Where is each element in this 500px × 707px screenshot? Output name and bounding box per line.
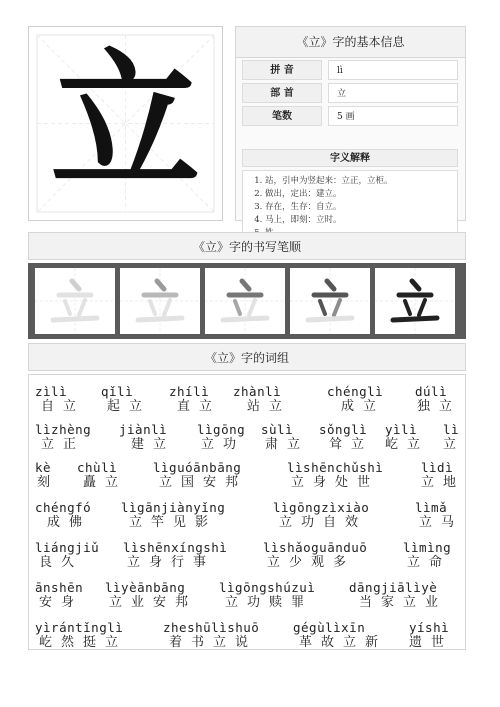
word-pinyin: lìshǎoguānduō	[263, 540, 368, 555]
word-pinyin: chùlì	[77, 460, 118, 475]
stroke-order-title: 《立》字的书写笔顺	[28, 232, 466, 260]
word-hanzi: 立身行事	[127, 555, 216, 570]
word-pinyin: lì	[443, 422, 460, 437]
stroke-step-3-drawing	[205, 268, 285, 334]
word-pinyin: sùlì	[261, 422, 294, 437]
basic-info-title: 《立》字的基本信息	[236, 27, 465, 58]
word-pinyin: lìgānjiànyǐng	[121, 500, 226, 515]
word-hanzi: 立功	[201, 437, 246, 452]
stroke-step-2-drawing	[120, 268, 200, 334]
word-hanzi: 独立	[417, 399, 462, 414]
word-pinyin: yìlì	[385, 422, 418, 437]
word-hanzi: 耸立	[329, 437, 374, 452]
radical-label: 部 首	[242, 83, 322, 103]
stroke-frame-4	[290, 268, 370, 334]
word-pinyin: zhílì	[169, 384, 210, 399]
word-pinyin: lìguóānbāng	[153, 460, 242, 475]
word-hanzi: 立竿见影	[129, 515, 218, 530]
word-row	[29, 499, 467, 537]
word-pinyin: jiànlì	[119, 422, 168, 437]
word-pinyin: dúlì	[415, 384, 448, 399]
word-hanzi: 革故立新	[299, 635, 388, 650]
word-pinyin: lìgōngshúzuì	[219, 580, 316, 595]
big-character: 立	[50, 36, 201, 210]
word-pinyin: yíshì	[409, 620, 450, 635]
word-groups-title: 《立》字的词组	[28, 343, 466, 371]
word-row	[29, 421, 467, 459]
meaning-title: 字义解释	[242, 149, 458, 167]
stroke-step-4-drawing	[290, 268, 370, 334]
word-pinyin: zìlì	[35, 384, 68, 399]
word-hanzi: 屹然挺立	[39, 635, 128, 650]
word-hanzi: 着书立说	[169, 635, 258, 650]
word-hanzi: 成佛	[47, 515, 92, 530]
word-hanzi: 自立	[41, 399, 86, 414]
word-row	[29, 539, 467, 577]
stroke-frame-5	[375, 268, 455, 334]
pinyin-value: lì	[328, 60, 458, 80]
stroke-frame-2	[120, 268, 200, 334]
radical-row	[242, 83, 458, 103]
meaning-list	[251, 175, 449, 240]
stroke-frame-1	[35, 268, 115, 334]
word-pinyin: lìmìng	[403, 540, 452, 555]
word-hanzi: 立业安邦	[109, 595, 198, 610]
word-hanzi: 刻	[37, 475, 60, 490]
word-hanzi: 立地	[421, 475, 466, 490]
word-hanzi: 直立	[177, 399, 222, 414]
word-hanzi: 立功赎罪	[225, 595, 314, 610]
word-row	[29, 459, 467, 497]
word-hanzi: 立少观多	[267, 555, 356, 570]
word-pinyin: chéngfó	[35, 500, 92, 515]
word-hanzi: 矗立	[83, 475, 128, 490]
word-groups-box	[28, 374, 466, 650]
word-pinyin: dāngjiālìyè	[349, 580, 438, 595]
word-hanzi: 立	[443, 437, 466, 452]
word-row	[29, 619, 467, 657]
stroke-count-row	[242, 106, 458, 126]
word-pinyin: gégùlìxīn	[293, 620, 366, 635]
meaning-item: 1. 站，引申为竖起来：立正，立柜。	[265, 175, 449, 188]
stroke-count-value: 5 画	[328, 106, 458, 126]
word-hanzi: 良久	[39, 555, 84, 570]
word-pinyin: lìshēnxíngshì	[123, 540, 228, 555]
word-hanzi: 立功自效	[279, 515, 368, 530]
word-pinyin: lìgōngzìxiào	[273, 500, 370, 515]
word-pinyin: lìyèānbāng	[105, 580, 186, 595]
pinyin-row	[242, 60, 458, 80]
word-pinyin: lìshēnchǔshì	[287, 460, 384, 475]
basic-info-panel	[235, 26, 466, 225]
word-hanzi: 遗世	[409, 635, 454, 650]
stroke-step-1-drawing	[35, 268, 115, 334]
word-pinyin: kè	[35, 460, 52, 475]
word-hanzi: 起立	[107, 399, 152, 414]
word-pinyin: yìrántǐnglì	[35, 620, 124, 635]
word-row	[29, 579, 467, 617]
word-pinyin: sǒnglì	[319, 422, 368, 437]
word-row	[29, 383, 467, 421]
word-hanzi: 成立	[341, 399, 386, 414]
word-pinyin: lìdì	[421, 460, 454, 475]
word-pinyin: qǐlì	[101, 384, 134, 399]
word-hanzi: 立马	[419, 515, 464, 530]
word-pinyin: liángjiǔ	[35, 540, 100, 555]
radical-value: 立	[328, 83, 458, 103]
meaning-item: 3. 存在，生存：自立。	[265, 201, 449, 214]
word-pinyin: zhànlì	[233, 384, 282, 399]
word-pinyin: chénglì	[327, 384, 384, 399]
stroke-step-5-drawing	[375, 268, 455, 334]
word-hanzi: 立命	[407, 555, 452, 570]
meaning-item: 2. 做出，定出：建立。	[265, 188, 449, 201]
word-hanzi: 安身	[39, 595, 84, 610]
word-pinyin: lìmǎ	[415, 500, 448, 515]
pinyin-label: 拼 音	[242, 60, 322, 80]
stroke-order-strip	[28, 263, 466, 339]
stroke-count-label: 笔数	[242, 106, 322, 126]
word-hanzi: 屹立	[385, 437, 430, 452]
word-hanzi: 立国安邦	[159, 475, 248, 490]
character-display-box	[28, 26, 223, 221]
word-hanzi: 立正	[41, 437, 86, 452]
stroke-frame-3	[205, 268, 285, 334]
word-pinyin: ānshēn	[35, 580, 84, 595]
word-pinyin: zheshūlìshuō	[163, 620, 260, 635]
word-pinyin: lìzhèng	[35, 422, 92, 437]
word-hanzi: 建立	[131, 437, 176, 452]
meaning-item: 4. 马上，即刻：立时。	[265, 214, 449, 227]
word-hanzi: 站立	[247, 399, 292, 414]
word-hanzi: 立身处世	[291, 475, 380, 490]
word-hanzi: 当家立业	[359, 595, 448, 610]
word-hanzi: 肃立	[265, 437, 310, 452]
word-pinyin: lìgōng	[197, 422, 246, 437]
